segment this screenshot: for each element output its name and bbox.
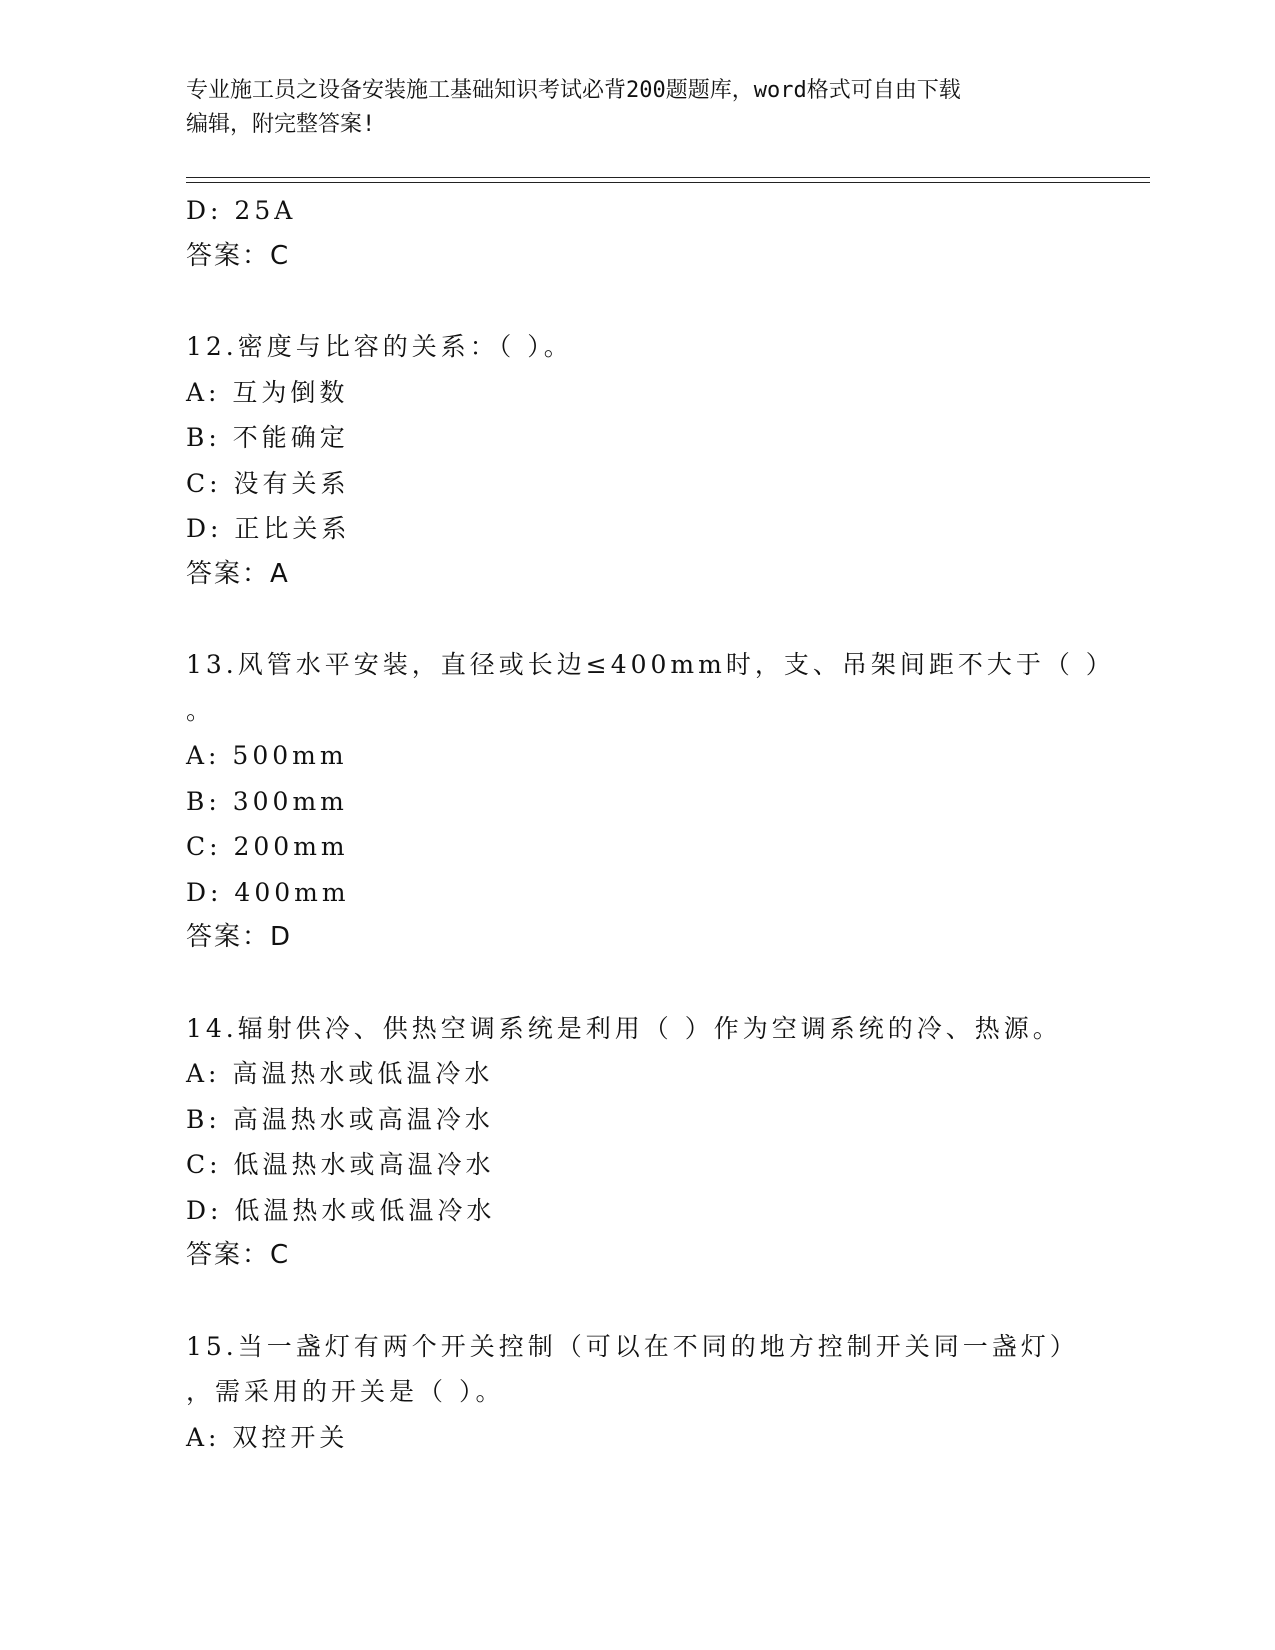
spacer [186, 1279, 1086, 1324]
question-11-tail [186, 188, 1086, 279]
answer-line: 答案：A [186, 558, 290, 589]
option-d: D: 正比关系 [186, 514, 351, 543]
header-title-line-1: 专业施工员之设备安装施工基础知识考试必背200题题库，word格式可自由下载 [186, 78, 961, 103]
question-14 [186, 1006, 1086, 1279]
question-stem-continuation: 。 [186, 695, 216, 725]
question-stem-continuation: ，需采用的开关是（ ）。 [186, 1377, 505, 1406]
option-c: C: 没有关系 [186, 468, 350, 498]
page-header [186, 74, 1066, 142]
answer-line: 答案：C [186, 1240, 291, 1270]
question-list [186, 188, 1115, 1460]
spacer [186, 597, 1086, 642]
question-stem: 14.辐射供冷、供热空调系统是利用（ ）作为空调系统的冷、热源。 [186, 1013, 1062, 1043]
option-a: A: 500mm [186, 741, 348, 770]
option-a: A: 双控开关 [186, 1422, 349, 1452]
answer-line: 答案：D [186, 922, 293, 952]
spacer [186, 279, 1086, 324]
option-d: D: 400mm [186, 877, 350, 907]
option-a: A: 互为倒数 [186, 377, 349, 407]
option-b: B: 300mm [186, 786, 348, 816]
header-divider-bottom [186, 182, 1150, 183]
spacer [186, 961, 1086, 1006]
option-b: B: 高温热水或高温冷水 [186, 1104, 494, 1134]
question-stem: 12.密度与比容的关系：（ ）。 [186, 332, 573, 361]
option-d: D: 25A [186, 196, 297, 225]
header-title-line-2: 编辑，附完整答案! [186, 112, 376, 137]
question-stem: 13.风管水平安装，直径或长边≤400mm时，支、吊架间距不大于（ ） [186, 650, 1115, 679]
question-13 [186, 642, 1115, 961]
question-15 [186, 1324, 1086, 1461]
question-stem: 15.当一盏灯有两个开关控制（可以在不同的地方控制开关同一盏灯） [186, 1331, 1079, 1361]
option-b: B: 不能确定 [186, 423, 349, 452]
answer-line: 答案：C [186, 240, 291, 271]
option-a: A: 高温热水或低温冷水 [186, 1059, 494, 1088]
option-c: C: 低温热水或高温冷水 [186, 1150, 495, 1179]
header-divider-top [186, 177, 1150, 178]
option-c: C: 200mm [186, 832, 349, 861]
question-12 [186, 324, 1086, 597]
option-d: D: 低温热水或低温冷水 [186, 1195, 496, 1225]
